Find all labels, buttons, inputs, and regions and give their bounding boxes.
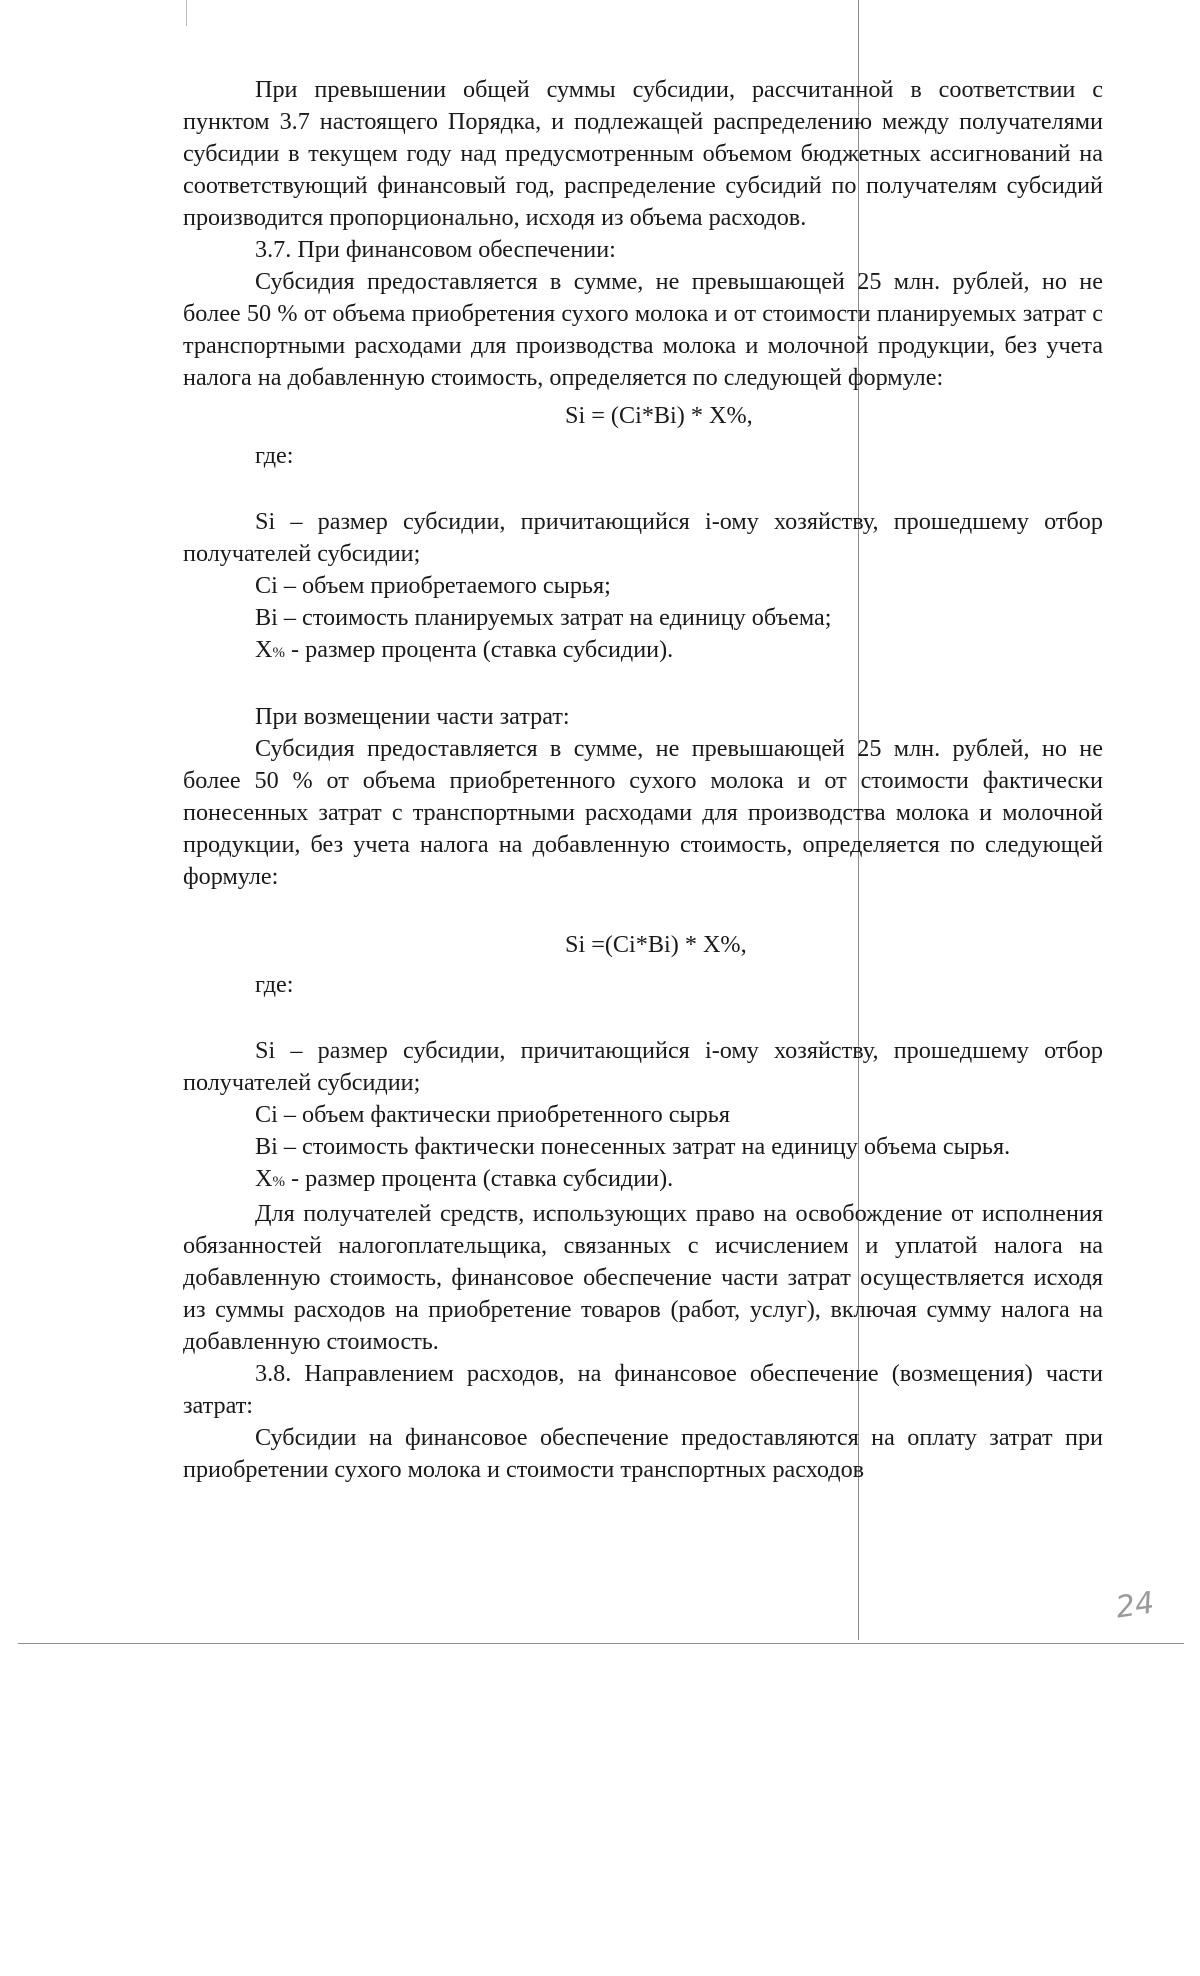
definition-bi: Bi – стоимость фактически понесенных затрат на единицу объема сырья.	[255, 1133, 1011, 1160]
definition-x-percent	[183, 1163, 1103, 1198]
scan-bottom-line	[18, 1643, 1184, 1644]
reimbursement-heading: При возмещении части затрат:	[255, 703, 570, 730]
formula-where-label: где:	[255, 971, 294, 998]
x-symbol: X	[255, 636, 273, 663]
formula-reimbursement: Si =(Ci*Bi) * X%,	[565, 931, 747, 958]
definition-ci: Ci – объем приобретаемого сырья;	[255, 572, 611, 599]
x-definition-text: - размер процента (ставка субсидии).	[284, 1165, 674, 1192]
page-number: 24	[1113, 1585, 1157, 1626]
paragraph-subsidy-purpose: Субсидии на финансовое обеспечение предоставляются на оплату затрат при приобретении сухого молока и стоимости транспортных расходов	[183, 1424, 1103, 1483]
paragraph-financing-subsidy: Субсидия предоставляется в сумме, не превышающей 25 млн. рублей, но не более 50 % от объема приобретения сухого молока и от стоимости планируемых затрат с транспортными расходами для производства молока и молочной продукции, без учета налога на добавленную стоимость, определяется по следующей формуле:	[183, 268, 1103, 391]
x-percent-subscript: %	[272, 1174, 285, 1190]
paragraph-vat-exemption: Для получателей средств, использующих право на освобождение от исполнения обязанностей налогоплательщика, связанных с исчислением и уплатой налога на добавленную стоимость, финансовое обеспечение части затрат осуществляется исходя из суммы расходов на приобретение товаров (работ, услуг), включая сумму налога на добавленную стоимость.	[183, 1200, 1103, 1355]
section-3-7-heading: 3.7. При финансовом обеспечении:	[255, 236, 616, 263]
x-symbol: X	[255, 1165, 273, 1192]
document-body	[183, 74, 1103, 1486]
definition-x-percent	[183, 634, 1103, 669]
formula-where-label: где:	[255, 442, 294, 469]
x-percent-subscript: %	[272, 645, 285, 661]
definition-si: Si – размер субсидии, причитающийся i-ому хозяйству, прошедшему отбор получателей субсидии;	[183, 1037, 1103, 1096]
definition-si: Si – размер субсидии, причитающийся i-ому хозяйству, прошедшему отбор получателей субсидии;	[183, 508, 1103, 567]
scan-margin-tick	[186, 0, 187, 26]
paragraph-distribution: При превышении общей суммы субсидии, рассчитанной в соответствии с пунктом 3.7 настоящего Порядка, и подлежащей распределению между получателями субсидии в текущем году над предусмотренным объемом бюджетных ассигнований на соответствующий финансовый год, распределение субсидий по получателям субсидий производится пропорционально, исходя из объема расходов.	[183, 76, 1103, 231]
definition-bi: Bi – стоимость планируемых затрат на единицу объема;	[255, 604, 832, 631]
formula-financing: Si = (Ci*Bi) * X%,	[565, 402, 753, 429]
x-definition-text: - размер процента (ставка субсидии).	[284, 636, 674, 663]
section-3-8-heading: 3.8. Направлением расходов, на финансовое обеспечение (возмещения) части затрат:	[183, 1360, 1103, 1419]
definition-ci: Ci – объем фактически приобретенного сырья	[255, 1101, 730, 1128]
paragraph-reimbursement-subsidy: Субсидия предоставляется в сумме, не превышающей 25 млн. рублей, но не более 50 % от объема приобретенного сухого молока и от стоимости фактически понесенных затрат с транспортными расходами для производства молока и молочной продукции, без учета налога на добавленную стоимость, определяется по следующей формуле:	[183, 735, 1103, 890]
